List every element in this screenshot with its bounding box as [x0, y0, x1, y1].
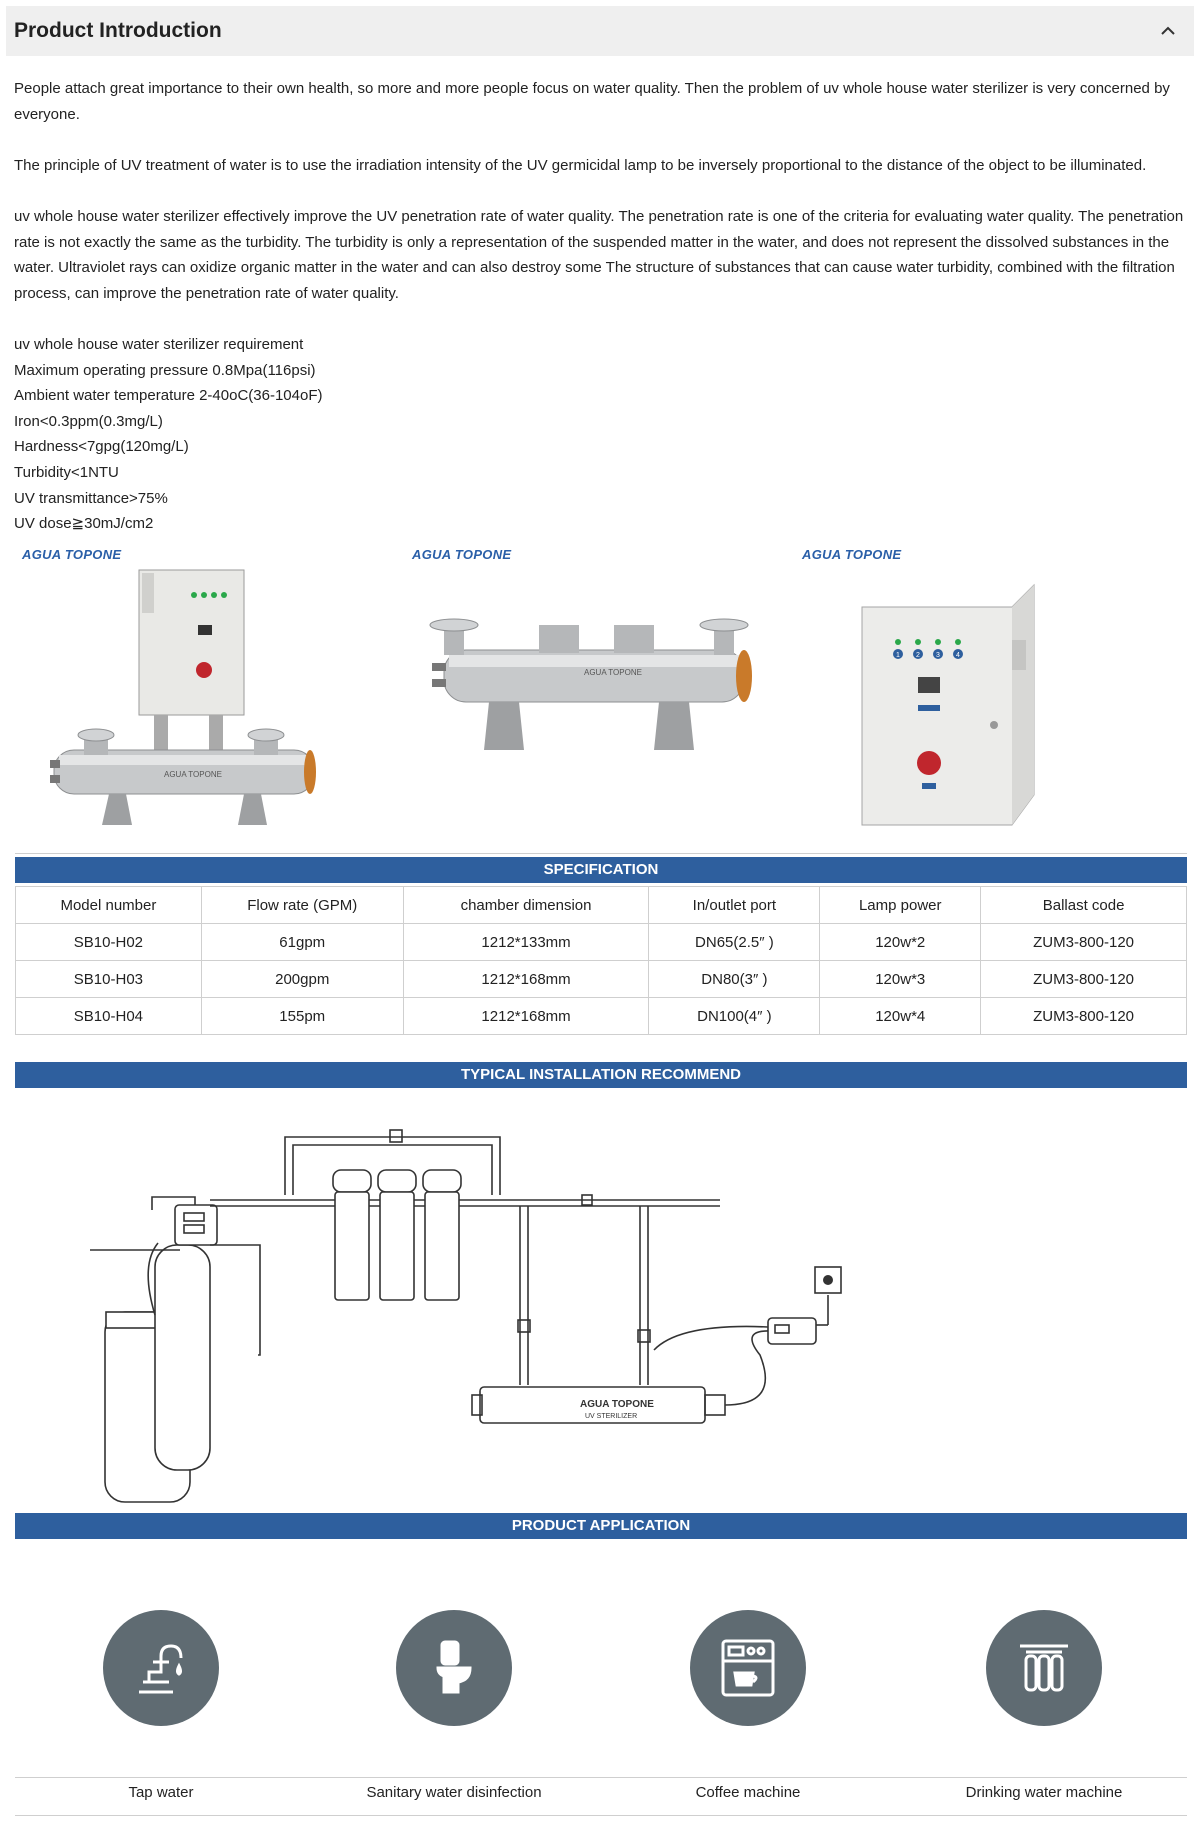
installation-title: TYPICAL INSTALLATION RECOMMEND — [15, 1062, 1187, 1088]
table-cell: ZUM3-800-120 — [981, 924, 1187, 961]
installation-diagram-illustration — [80, 1115, 880, 1510]
requirement-line: Iron<0.3ppm(0.3mg/L) — [14, 412, 163, 430]
column-header: In/outlet port — [649, 887, 820, 924]
requirement-line: uv whole house water sterilizer requirement — [14, 335, 304, 353]
table-cell: SB10-H02 — [16, 924, 202, 961]
requirement-line: Ambient water temperature 2-40oC(36-104oF) — [14, 387, 323, 405]
column-header: chamber dimension — [403, 887, 649, 924]
table-cell: ZUM3-800-120 — [981, 998, 1187, 1035]
table-cell: SB10-H04 — [16, 998, 202, 1035]
divider-line — [15, 853, 1187, 854]
table-cell: SB10-H03 — [16, 961, 202, 998]
application-label: Sanitary water disinfection — [366, 1784, 542, 1801]
table-cell: ZUM3-800-120 — [981, 961, 1187, 998]
table-cell: 1212*168mm — [403, 998, 649, 1035]
product-image-sterilizer-chamber — [404, 545, 794, 835]
requirement-line: UV transmittance>75% — [14, 489, 168, 507]
dial-number: 2 — [916, 652, 920, 659]
table-cell: DN100(4″ ) — [649, 998, 820, 1035]
product-image-control-cabinet — [794, 545, 1184, 835]
table-row — [16, 924, 1187, 961]
brand-logo: AGUA TOPONE — [22, 547, 122, 562]
table-row — [16, 998, 1187, 1035]
brand-logo: AGUA TOPONE — [802, 547, 902, 562]
intro-paragraph: uv whole house water sterilizer effectively improve the UV penetration rate of water quality. The penetration rate is one of the criteria for evaluating water quality. The penetration rate is not exactly the same as the turbidity. The turbidity is only a representation of the suspended matter in the water, and does not represent the dissolved substances in the water. Ultraviolet rays can oxidize organic matter in the water and can also destroy some The structure of substances that can cause water turbidity, combined with the filtration process, can improve the penetration rate of water quality. — [14, 207, 1184, 302]
requirement-line: Maximum operating pressure 0.8Mpa(116psi) — [14, 361, 316, 379]
coffee-machine-icon — [690, 1610, 806, 1726]
column-header: Ballast code — [981, 887, 1187, 924]
application-label: Coffee machine — [695, 1784, 801, 1801]
control-cabinet-illustration — [794, 545, 1184, 835]
product-introduction-header[interactable] — [6, 6, 1194, 56]
application-title: PRODUCT APPLICATION — [15, 1513, 1187, 1539]
table-cell: 120w*4 — [820, 998, 981, 1035]
application-label: Drinking water machine — [965, 1784, 1123, 1801]
water-filter-icon — [986, 1610, 1102, 1726]
table-cell: 120w*3 — [820, 961, 981, 998]
requirement-line: Turbidity<1NTU — [14, 463, 119, 481]
table-cell: 120w*2 — [820, 924, 981, 961]
requirements-list — [14, 332, 1190, 537]
brand-logo: AGUA TOPONE — [412, 547, 512, 562]
application-label: Tap water — [128, 1784, 194, 1801]
dial-number: 4 — [956, 652, 960, 659]
intro-text — [14, 76, 1190, 537]
divider-line — [15, 1777, 1187, 1778]
intro-paragraph: The principle of UV treatment of water is to use the irradiation intensity of the UV germicidal lamp to be inversely proportional to the distance of the object to be illuminated. — [14, 156, 1147, 174]
diagram-unit-label: UV STERILIZER — [585, 1413, 638, 1420]
unit-brand-text: AGUA TOPONE — [584, 668, 642, 677]
product-image-sterilizer-with-cabinet — [14, 545, 404, 835]
sterilizer-chamber-illustration — [404, 545, 794, 835]
toilet-icon — [396, 1610, 512, 1726]
unit-brand-text: AGUA TOPONE — [164, 770, 222, 779]
table-cell: 61gpm — [201, 924, 403, 961]
requirement-line: UV dose≧30mJ/cm2 — [14, 515, 154, 533]
table-row — [16, 961, 1187, 998]
table-cell: 1212*168mm — [403, 961, 649, 998]
table-cell: DN80(3″ ) — [649, 961, 820, 998]
table-header-row — [16, 887, 1187, 924]
table-cell: 200gpm — [201, 961, 403, 998]
table-cell: 1212*133mm — [403, 924, 649, 961]
table-cell: 155pm — [201, 998, 403, 1035]
divider-line — [15, 1815, 1187, 1816]
dial-number: 1 — [896, 652, 900, 659]
installation-diagram — [80, 1115, 880, 1510]
specification-table — [15, 886, 1187, 1035]
column-header: Model number — [16, 887, 202, 924]
intro-paragraph: People attach great importance to their own health, so more and more people focus on water quality. Then the problem of uv whole house water sterilizer is very concerned by everyone. — [14, 80, 1170, 123]
column-header: Lamp power — [820, 887, 981, 924]
table-cell: DN65(2.5″ ) — [649, 924, 820, 961]
diagram-brand-text: AGUA TOPONE — [580, 1399, 654, 1410]
sterilizer-with-cabinet-illustration — [14, 545, 404, 835]
requirement-line: Hardness<7gpg(120mg/L) — [14, 438, 189, 456]
specification-title: SPECIFICATION — [15, 857, 1187, 883]
dial-number: 3 — [936, 652, 940, 659]
panel-title: Product Introduction — [14, 19, 222, 42]
column-header: Flow rate (GPM) — [201, 887, 403, 924]
faucet-icon — [103, 1610, 219, 1726]
chevron-up-icon[interactable] — [1156, 19, 1180, 43]
